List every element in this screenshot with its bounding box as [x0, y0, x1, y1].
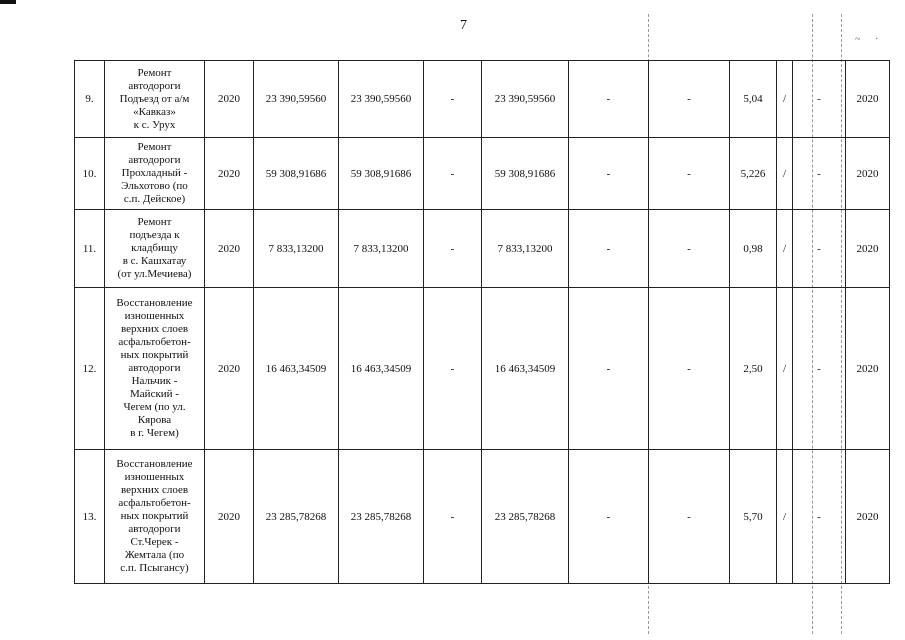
federal-amount: 7 833,13200 [339, 210, 424, 288]
empty-cell-dash: - [569, 288, 649, 450]
slash-mark: / [777, 61, 793, 138]
regional-amount: 23 285,78268 [482, 450, 569, 584]
end-year: 2020 [846, 450, 890, 584]
total-cost: 7 833,13200 [254, 210, 339, 288]
scan-corner-mark [0, 0, 16, 4]
work-name: Восстановление изношенных верхних слоев асфальтобетон- ных покрытий автодороги Нальчик - Майский - Чегем (по ул. Кярова в г. Чегем) [105, 288, 205, 450]
table-row [75, 138, 890, 210]
empty-cell-dash: - [793, 450, 846, 584]
row-number: 12. [75, 288, 105, 450]
empty-cell-dash: - [793, 138, 846, 210]
empty-cell-dash: - [424, 450, 482, 584]
empty-cell-dash: - [649, 288, 730, 450]
work-name: Ремонт подъезда к кладбищу в с. Кашхатау (от ул.Мечиева) [105, 210, 205, 288]
federal-amount: 23 285,78268 [339, 450, 424, 584]
federal-amount: 23 390,59560 [339, 61, 424, 138]
empty-cell-dash: - [793, 210, 846, 288]
empty-cell-dash: - [569, 450, 649, 584]
start-year: 2020 [205, 450, 254, 584]
federal-amount: 59 308,91686 [339, 138, 424, 210]
table-row [75, 288, 890, 450]
end-year: 2020 [846, 61, 890, 138]
row-number: 9. [75, 61, 105, 138]
empty-cell-dash: - [793, 61, 846, 138]
empty-cell-dash: - [569, 138, 649, 210]
table-row [75, 61, 890, 138]
empty-cell-dash: - [424, 138, 482, 210]
work-name: Ремонт автодороги Прохладный - Эльхотово (по с.п. Дейское) [105, 138, 205, 210]
empty-cell-dash: - [793, 288, 846, 450]
row-number: 11. [75, 210, 105, 288]
start-year: 2020 [205, 288, 254, 450]
empty-cell-dash: - [424, 288, 482, 450]
row-number: 10. [75, 138, 105, 210]
works-table [74, 60, 890, 584]
empty-cell-dash: - [649, 450, 730, 584]
slash-mark: / [777, 210, 793, 288]
work-name: Восстановление изношенных верхних слоев асфальтобетон- ных покрытий автодороги Ст.Черек - Жемтала (по с.п. Псыгансу) [105, 450, 205, 584]
scan-speck: ~ [855, 34, 861, 45]
work-name: Ремонт автодороги Подъезд от а/м «Кавказ» к с. Урух [105, 61, 205, 138]
federal-amount: 16 463,34509 [339, 288, 424, 450]
row-number: 13. [75, 450, 105, 584]
empty-cell-dash: - [569, 61, 649, 138]
road-length: 2,50 [730, 288, 777, 450]
road-length: 0,98 [730, 210, 777, 288]
end-year: 2020 [846, 288, 890, 450]
table-row [75, 450, 890, 584]
end-year: 2020 [846, 138, 890, 210]
table-row [75, 210, 890, 288]
total-cost: 23 390,59560 [254, 61, 339, 138]
empty-cell-dash: - [569, 210, 649, 288]
empty-cell-dash: - [649, 138, 730, 210]
end-year: 2020 [846, 210, 890, 288]
page-number: 7 [460, 18, 467, 33]
regional-amount: 16 463,34509 [482, 288, 569, 450]
empty-cell-dash: - [424, 61, 482, 138]
regional-amount: 7 833,13200 [482, 210, 569, 288]
slash-mark: / [777, 288, 793, 450]
start-year: 2020 [205, 138, 254, 210]
empty-cell-dash: - [424, 210, 482, 288]
total-cost: 59 308,91686 [254, 138, 339, 210]
scan-speck: · [875, 34, 879, 45]
start-year: 2020 [205, 61, 254, 138]
road-length: 5,70 [730, 450, 777, 584]
slash-mark: / [777, 450, 793, 584]
slash-mark: / [777, 138, 793, 210]
empty-cell-dash: - [649, 210, 730, 288]
total-cost: 16 463,34509 [254, 288, 339, 450]
regional-amount: 23 390,59560 [482, 61, 569, 138]
total-cost: 23 285,78268 [254, 450, 339, 584]
road-length: 5,04 [730, 61, 777, 138]
road-length: 5,226 [730, 138, 777, 210]
start-year: 2020 [205, 210, 254, 288]
empty-cell-dash: - [649, 61, 730, 138]
regional-amount: 59 308,91686 [482, 138, 569, 210]
